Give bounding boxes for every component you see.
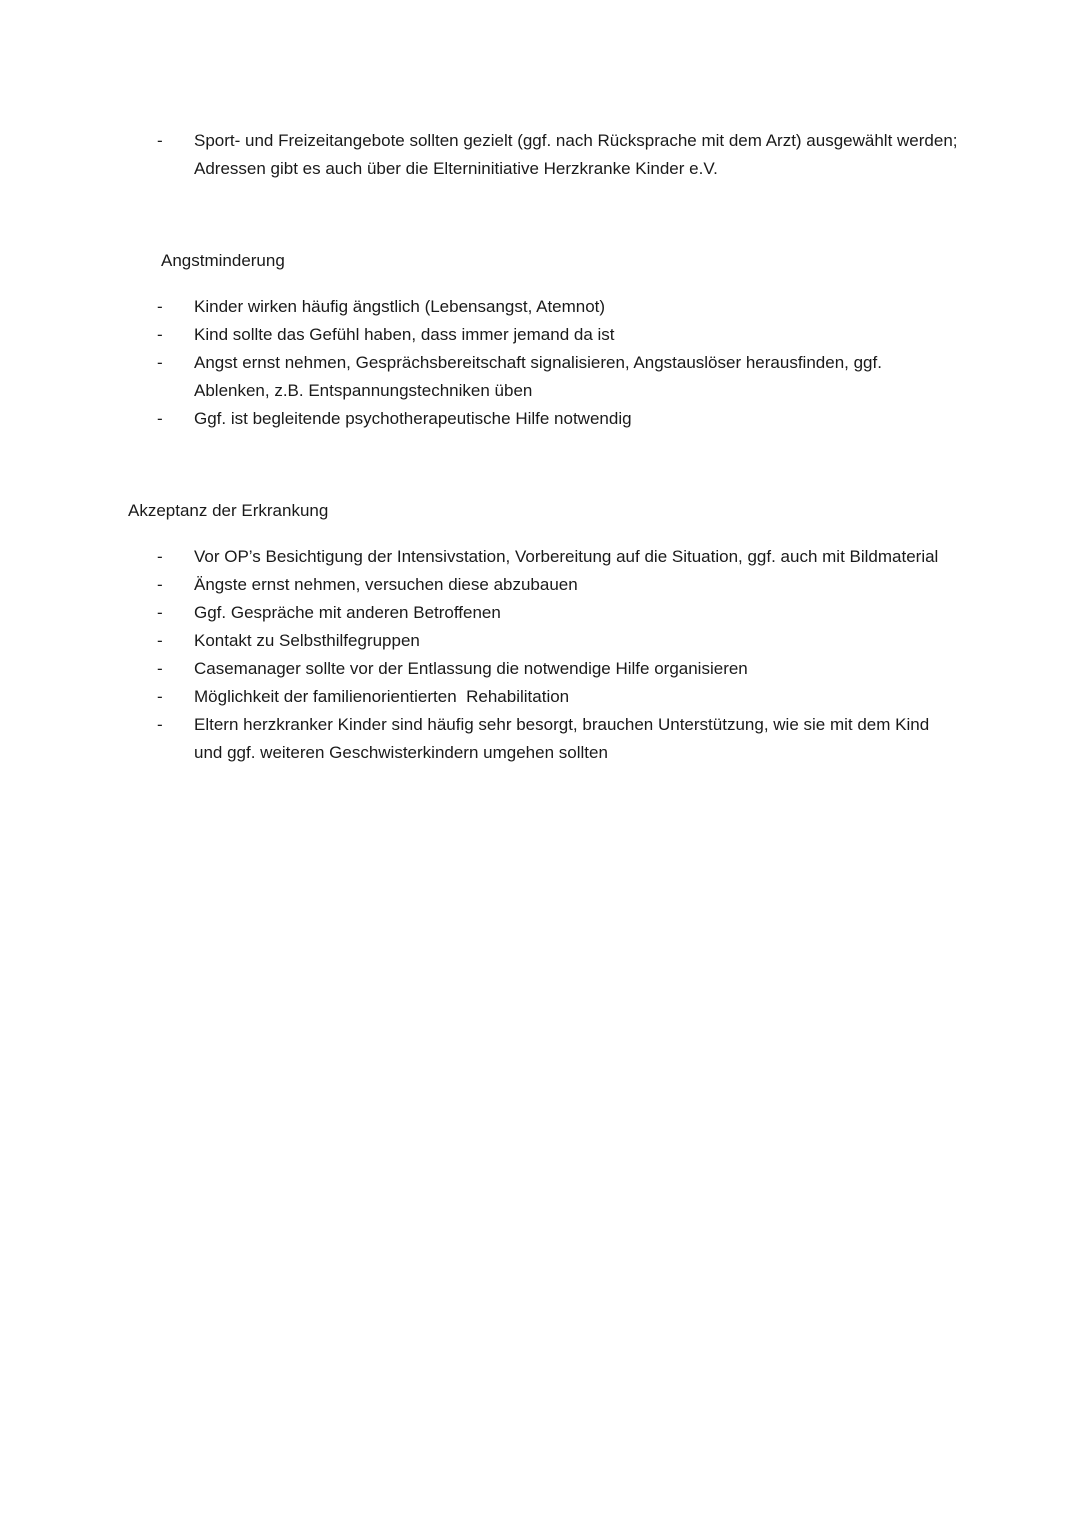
list-item-text: Vor OP’s Besichtigung der Intensivstation, Vorbereitung auf die Situation, ggf. auch mit Bildmaterial (194, 547, 939, 566)
list-item-text: Möglichkeit der familienorientierten Rehabilitation (194, 687, 570, 706)
bullet-dash: - (157, 631, 163, 650)
list-item (0, 627, 1080, 655)
list-item-text: Kinder wirken häufig ängstlich (Lebensangst, Atemnot) (194, 297, 606, 316)
bullet-dash: - (157, 659, 163, 678)
list-item (0, 683, 1080, 711)
bullet-dash: - (157, 715, 163, 734)
list-item (0, 711, 1080, 767)
list-item (0, 321, 1080, 349)
bullet-dash: - (157, 353, 163, 372)
list-item-text: Sport- und Freizeitangebote sollten gezielt (ggf. nach Rücksprache mit dem Arzt) ausgewählt werden; Adressen gibt es auch über die Elterninitiative Herzkranke Kinder e.V. (194, 131, 958, 178)
bullet-dash: - (157, 603, 163, 622)
bullet-dash: - (157, 547, 163, 566)
list-item-text: Eltern herzkranker Kinder sind häufig sehr besorgt, brauchen Unterstützung, wie sie mit dem Kind und ggf. weiteren Geschwisterkindern umgehen sollten (194, 715, 930, 762)
list-item (0, 293, 1080, 321)
section-heading-angstminderung: Angstminderung (161, 251, 285, 270)
list-item (0, 655, 1080, 683)
bullet-dash: - (157, 409, 163, 428)
list-item (0, 599, 1080, 627)
list-item-text: Angst ernst nehmen, Gesprächsbereitschaft signalisieren, Angstauslöser herausfinden, ggf. Ablenken, z.B. Entspannungstechniken üben (194, 353, 882, 400)
list-item-text: Casemanager sollte vor der Entlassung die notwendige Hilfe organisieren (194, 659, 748, 678)
list-item (0, 571, 1080, 599)
bullet-dash: - (157, 297, 163, 316)
list-item-text: Ängste ernst nehmen, versuchen diese abzubauen (194, 575, 578, 594)
list-item (0, 405, 1080, 433)
akzeptanz-list (0, 543, 1080, 767)
list-item-text: Ggf. ist begleitende psychotherapeutische Hilfe notwendig (194, 409, 632, 428)
bullet-dash: - (157, 687, 163, 706)
list-item (0, 543, 1080, 571)
section-heading-akzeptanz: Akzeptanz der Erkrankung (128, 501, 329, 520)
angstminderung-list (0, 293, 1080, 433)
bullet-dash: - (157, 325, 163, 344)
list-item-text: Kontakt zu Selbsthilfegruppen (194, 631, 420, 650)
list-item-text: Kind sollte das Gefühl haben, dass immer jemand da ist (194, 325, 615, 344)
bullet-dash: - (157, 575, 163, 594)
sport-list (0, 127, 1080, 183)
list-item (0, 127, 1080, 183)
list-item (0, 349, 1080, 405)
list-item-text: Ggf. Gespräche mit anderen Betroffenen (194, 603, 501, 622)
bullet-dash: - (157, 131, 163, 150)
